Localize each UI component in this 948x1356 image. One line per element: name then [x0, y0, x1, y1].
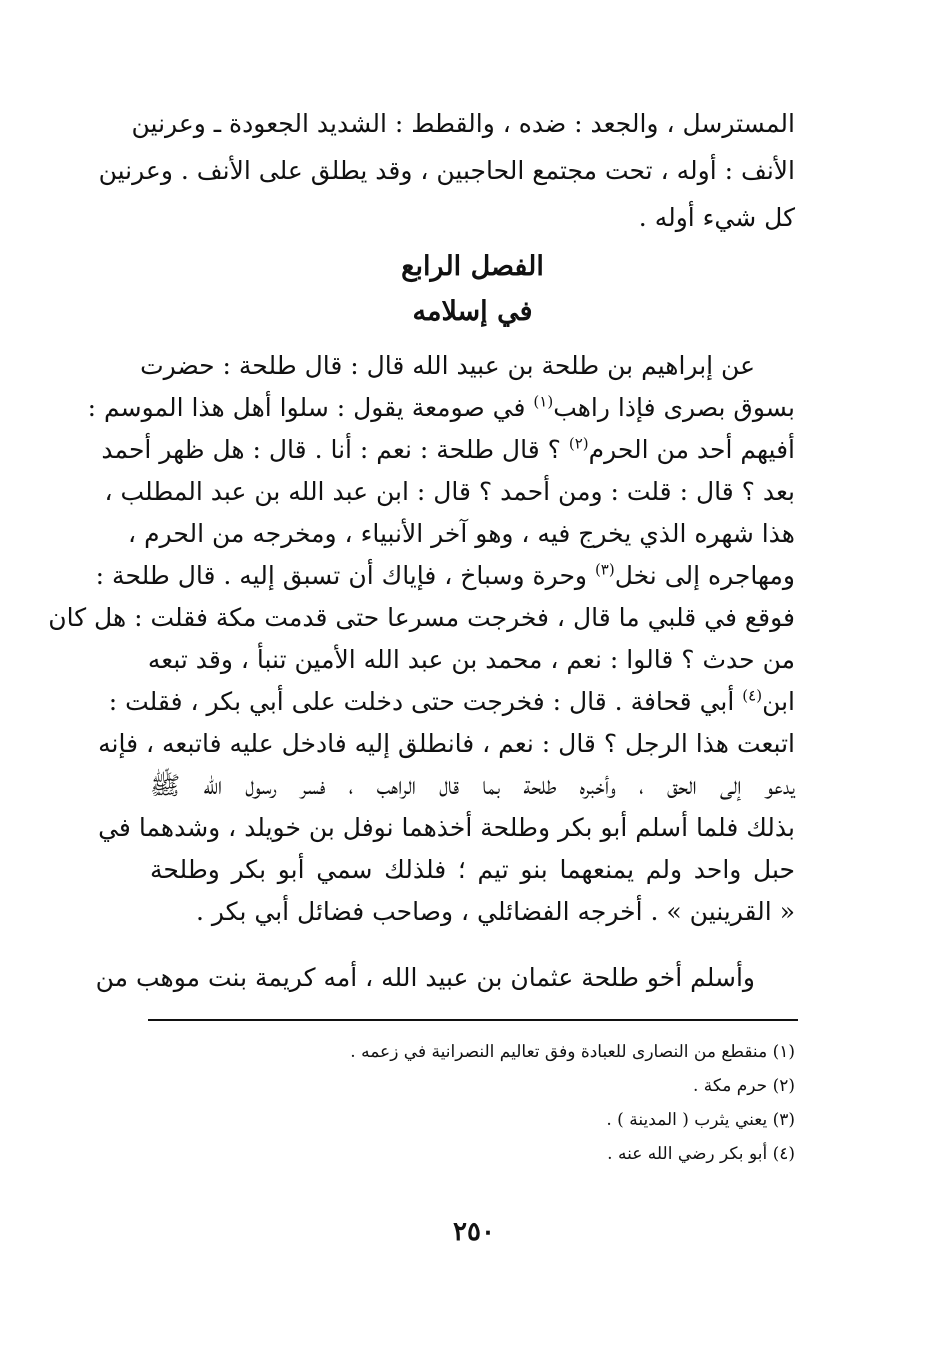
line-text: أبي قحافة . قال : فخرجت حتى دخلت على أبي بكر ، فقلت :: [108, 687, 743, 716]
footnote-reference[interactable]: (٢): [568, 434, 589, 453]
footnote-reference[interactable]: (٤): [742, 686, 763, 705]
paragraph-line: [150, 891, 795, 933]
paragraph-line: [98, 807, 795, 849]
footnote-item: (٤) أبو بكر رضي الله عنه .: [607, 1144, 795, 1164]
line-text: فوقع في قلبي ما قال ، فخرجت مسرعا حتى قدمت مكة فقلت : هل كان: [48, 603, 795, 632]
line-text: ابن: [762, 687, 795, 716]
line-text: بسوق بصرى فإذا راهب: [553, 393, 795, 422]
line-text: « القرينين » . أخرجه الفضائلي ، وصاحب فضائل أبي بكر .: [195, 897, 795, 926]
line-text: أفيهم أحد من الحرم: [588, 435, 795, 464]
paragraph-line: [128, 513, 795, 555]
line-text: حبل واحد ولم يمنعهما بنو تيم ؛ فلذلك سمي أبو بكر وطلحة: [150, 855, 795, 884]
paragraph-line: [48, 597, 795, 639]
line-text: بعد ؟ قال : قلت : ومن أحمد ؟ قال : ابن عبد الله بن عبد المطلب ،: [104, 477, 795, 506]
line-text: هذا شهره الذي يخرج فيه ، وهو آخر الأنبياء ، ومخرجه من الحرم ،: [128, 519, 795, 548]
paragraph-line: [108, 681, 795, 723]
footnote-reference[interactable]: (١): [533, 392, 554, 411]
footnote-reference[interactable]: (٣): [594, 560, 615, 579]
intro-line: الأنف : أوله ، تحت مجتمع الحاجبين ، وقد يطلق على الأنف . وعرنين: [98, 156, 795, 185]
footnote-item: (٢) حرم مكة .: [692, 1076, 795, 1096]
paragraph-line: [95, 555, 795, 597]
intro-paragraph: [98, 100, 795, 241]
line-text: من حدث ؟ قالوا : نعم ، محمد بن عبد الله الأمين تنبأ ، وقد تبعه: [147, 645, 795, 674]
paragraph-line: [147, 639, 795, 681]
page-number: ٢٥٠: [453, 1217, 495, 1247]
line-text: اتبعت هذا الرجل ؟ قال : نعم ، فانطلق إليه فادخل عليه فاتبعه ، فإنه: [98, 729, 795, 758]
paragraph-line: [150, 765, 795, 807]
intro-line: كل شيء أوله .: [638, 203, 795, 232]
paragraph-line: [150, 849, 795, 891]
footnote-divider: [148, 1019, 798, 1021]
line-text: ؟ قال طلحة : نعم : أنا . قال : هل ظهر أحمد: [101, 435, 569, 464]
paragraph-line: وأسلم أخو طلحة عثمان بن عبيد الله ، أمه كريمة بنت موهب من: [95, 963, 755, 992]
footnote-item: (١) منقطع من النصارى للعبادة وفق تعاليم النصرانية في زعمه .: [350, 1042, 795, 1062]
paragraph-line: [98, 723, 795, 765]
line-text: وحرة وسباخ ، فإياك أن تسبق إليه . قال طلحة :: [95, 561, 595, 590]
chapter-subtitle: في إسلامه: [412, 296, 533, 327]
main-paragraph: [48, 345, 795, 933]
paragraph-line: [101, 429, 795, 471]
line-text: في صومعة يقول : سلوا أهل هذا الموسم :: [87, 393, 534, 422]
closing-paragraph: [95, 955, 795, 1001]
line-text: عن إبراهيم بن طلحة بن عبيد الله قال : قال طلحة : حضرت: [140, 351, 755, 380]
line-text: يدعو إلى الحق ، وأخبره طلحة بما قال الراهب ، فسر رسول الله ﷺ: [150, 771, 795, 800]
paragraph-line: [104, 471, 795, 513]
footnote-item: (٣) يعني يثرب ( المدينة ) .: [606, 1110, 795, 1130]
line-text: ومهاجره إلى نخل: [614, 561, 795, 590]
paragraph-line: [140, 345, 795, 387]
intro-line: المسترسل ، والجعد : ضده ، والقطط : الشديد الجعودة ـ وعرنين: [131, 109, 795, 138]
footnotes-section: [150, 1035, 795, 1171]
line-text: بذلك فلما أسلم أبو بكر وطلحة أخذهما نوفل بن خويلد ، وشدهما في: [98, 813, 795, 842]
chapter-title: الفصل الرابع: [401, 251, 544, 282]
paragraph-line: [87, 387, 795, 429]
